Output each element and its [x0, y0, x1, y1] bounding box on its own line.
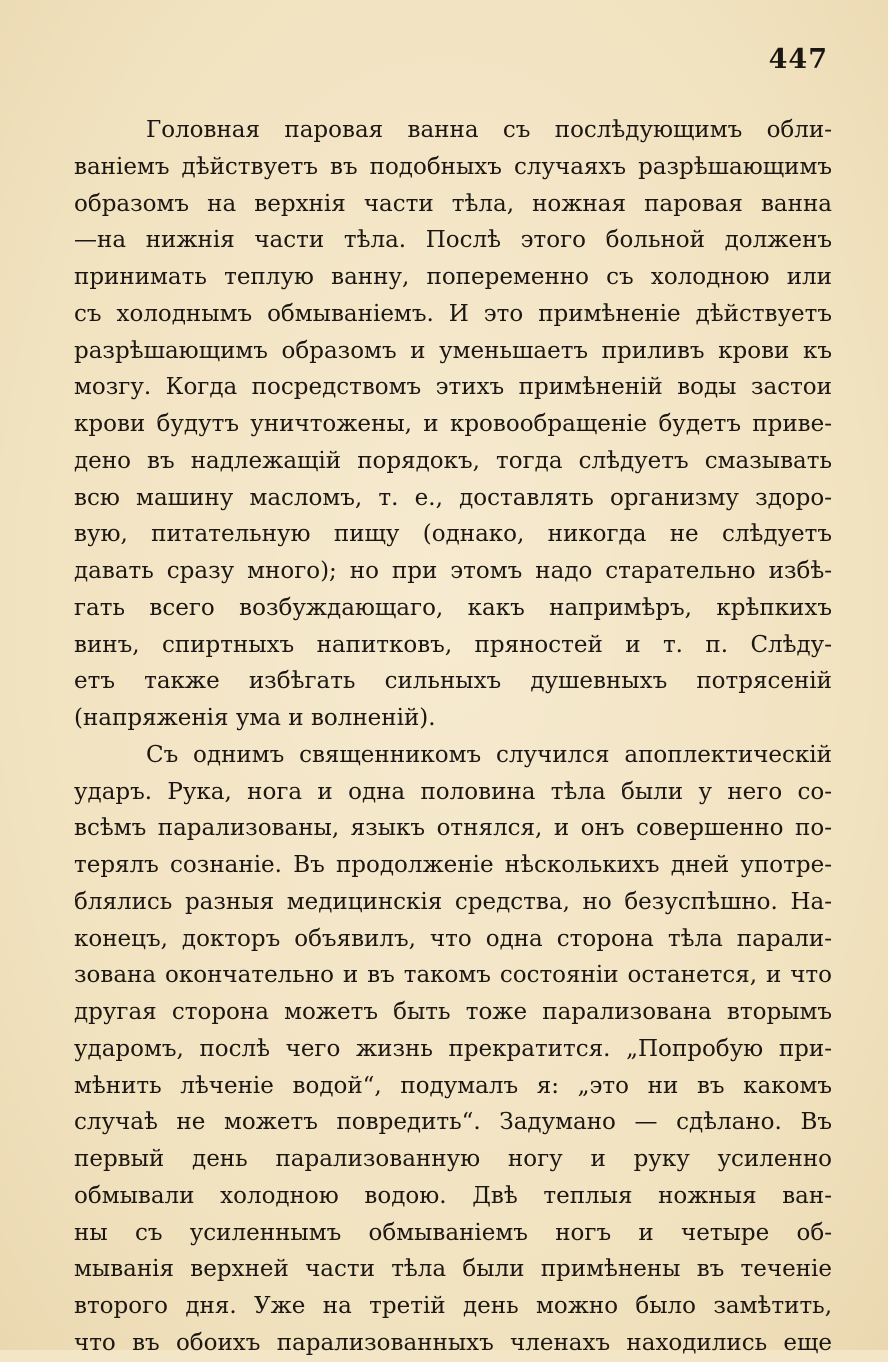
paragraph-1 — [74, 112, 832, 737]
text-line: конецъ, докторъ объявилъ, что одна сторона тѣла парали- — [74, 925, 832, 952]
paragraph-2 — [74, 737, 832, 1362]
text-line: образомъ на верхнія части тѣла, ножная паровая ванна — [74, 190, 832, 217]
text-line: гать всего возбуждающаго, какъ напримѣръ, крѣпкихъ — [74, 594, 832, 621]
text-line: дено въ надлежащій порядокъ, тогда слѣдуетъ смазывать — [74, 447, 832, 474]
text-line: етъ также избѣгать сильныхъ душевныхъ потрясеній — [74, 668, 832, 695]
text-line: зована окончательно и въ такомъ состояніи останется, и что — [74, 962, 832, 989]
text-line: (напряженія ума и волненій). — [74, 705, 436, 731]
text-line: давать сразу много); но при этомъ надо старательно избѣ- — [74, 558, 832, 584]
text-line: обмывали холодною водою. Двѣ теплыя ножныя ван- — [74, 1182, 832, 1209]
text-line: съ холоднымъ обмываніемъ. И это примѣненіе дѣйствуетъ — [74, 300, 832, 327]
text-line: вую, питательную пищу (однако, никогда не слѣдуетъ — [74, 521, 832, 548]
text-line: винъ, спиртныхъ напитковъ, пряностей и т. п. Слѣду- — [74, 631, 832, 658]
text-line: мѣнить лѣченіе водой“, подумалъ я: „это ни въ какомъ — [74, 1072, 832, 1099]
text-line: случаѣ не можетъ повредить“. Задумано — сдѣлано. Въ — [74, 1109, 832, 1136]
text-line: Головная паровая ванна съ послѣдующимъ обли- — [146, 117, 832, 143]
text-line: мозгу. Когда посредствомъ этихъ примѣненій воды застои — [74, 374, 832, 401]
text-line: крови будутъ уничтожены, и кровообращеніе будетъ приве- — [74, 411, 832, 437]
text-line: блялись разныя медицинскія средства, но безуспѣшно. На- — [74, 888, 832, 915]
text-line: что въ обоихъ парализованныхъ членахъ находились еще — [74, 1329, 832, 1356]
text-line: ны съ усиленнымъ обмываніемъ ногъ и четыре об- — [74, 1219, 832, 1246]
text-line: второго дня. Уже на третій день можно было замѣтить, — [74, 1293, 832, 1319]
text-line: разрѣшающимъ образомъ и уменьшаетъ приливъ крови къ — [74, 337, 832, 364]
text-line: терялъ сознаніе. Въ продолженіе нѣсколькихъ дней употре- — [74, 852, 832, 878]
text-line: первый день парализованную ногу и руку усиленно — [74, 1146, 832, 1172]
page-number: 447 — [768, 44, 828, 75]
text-line: —на нижнія части тѣла. Послѣ этого больной долженъ — [74, 227, 832, 254]
text-line: всю машину масломъ, т. е., доставлять организму здоро- — [74, 484, 832, 511]
text-line: мыванія верхней части тѣла были примѣнены въ теченіе — [74, 1256, 832, 1283]
text-line: принимать теплую ванну, попеременно съ холодною или — [74, 264, 832, 290]
text-line: Съ однимъ священникомъ случился апоплектическій — [146, 741, 832, 768]
text-line: другая сторона можетъ быть тоже парализована вторымъ — [74, 999, 832, 1025]
text-line: ударомъ, послѣ чего жизнь прекратится. „Попробую при- — [74, 1035, 832, 1062]
body-text — [74, 112, 832, 1362]
text-line: всѣмъ парализованы, языкъ отнялся, и онъ совершенно по- — [74, 815, 832, 842]
text-line: ударъ. Рука, нога и одна половина тѣла были у него со- — [74, 778, 832, 805]
text-line: ваніемъ дѣйствуетъ въ подобныхъ случаяхъ разрѣшающимъ — [74, 153, 832, 180]
